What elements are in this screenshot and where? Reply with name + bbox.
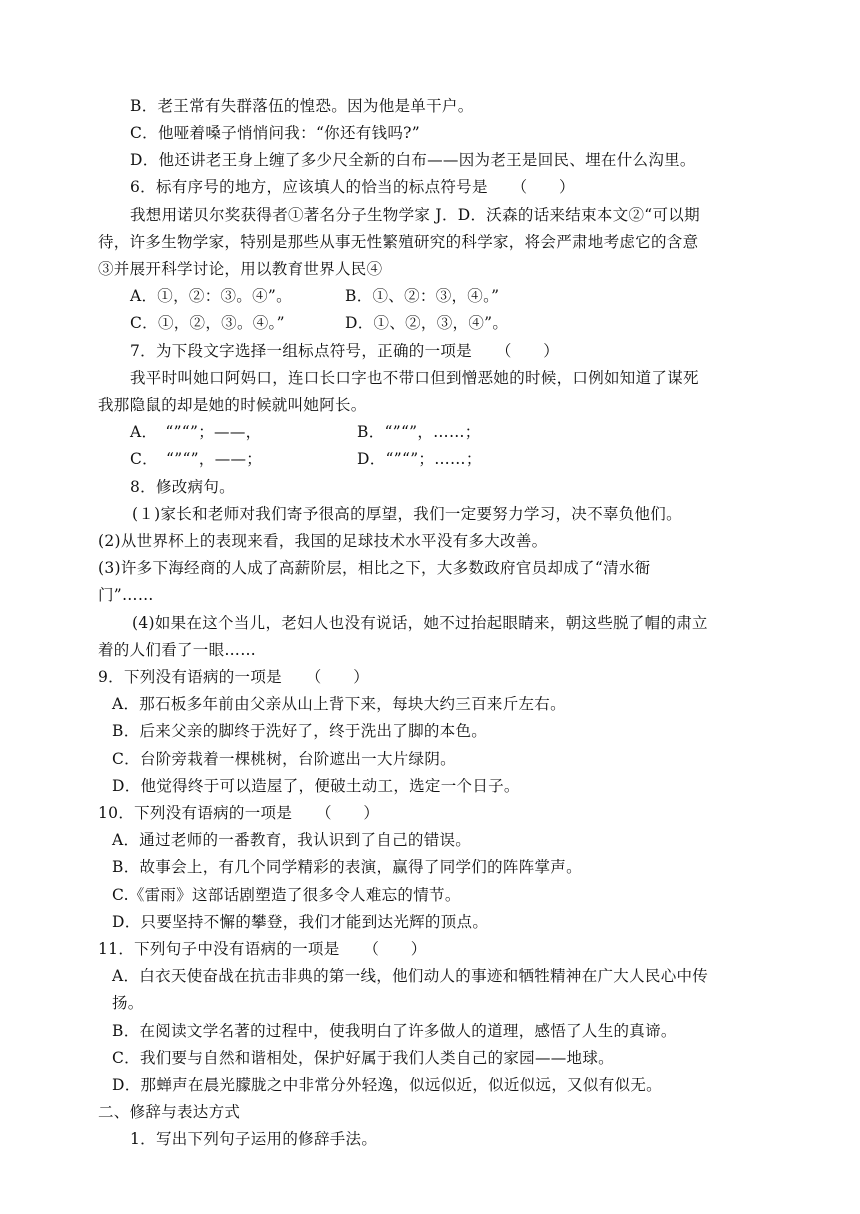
option-b: B．故事会上，有几个同学精彩的表演，赢得了同学们的阵阵掌声。	[112, 858, 582, 876]
question-11: 11．下列句子中没有语病的一项是 （ ）	[98, 940, 427, 958]
option-d: D．①、②，③，④”。	[345, 314, 509, 332]
option-c: C.《雷雨》这部话剧塑造了很多令人难忘的情节。	[112, 886, 461, 904]
text-line: 我想用诺贝尔奖获得者①著名分子生物学家 J．D．沃森的话来结束本文②“可以期	[130, 206, 700, 224]
option-c: C． “”“”，——；	[130, 450, 263, 468]
option-a: A．通过老师的一番教育，我认识到了自己的错误。	[112, 831, 472, 849]
question-1: 1．写出下列句子运用的修辞手法。	[130, 1130, 378, 1148]
option-c: C．我们要与自然和谐相处，保护好属于我们人类自己的家园——地球。	[112, 1049, 614, 1067]
option-c: C．①，②，③。④。”	[130, 314, 285, 332]
option-d: D．只要坚持不懈的攀登，我们才能到达光辉的顶点。	[112, 913, 489, 931]
text-line: 我那隐鼠的却是她的时候就叫她阿长。	[98, 396, 367, 414]
text-line: ③并展开科学讨论，用以教育世界人民④	[98, 260, 383, 278]
option-a: A．白衣天使奋战在抗击非典的第一线，他们动人的事迹和牺牲精神在广大人民心中传	[112, 967, 709, 985]
text-line: 门”……	[98, 586, 154, 604]
text-line: 我平时叫她口阿妈口，连口长口字也不带口但到憎恶她的时候，口例如知道了谋死	[130, 369, 699, 387]
option-d: D．那蝉声在晨光朦胧之中非常分外轻逸，似远似近，似近似远，又似有似无。	[112, 1076, 662, 1094]
text-line: 待，许多生物学家，特别是那些从事无性繁殖研究的科学家，将会严肃地考虑它的含意	[98, 233, 699, 251]
section-heading: 二、修辞与表达方式	[98, 1103, 241, 1121]
option-b: B．“”“”，……；	[357, 423, 481, 441]
question-8: 8．修改病句。	[130, 478, 235, 496]
option-b: B．在阅读文学名著的过程中，使我明白了许多做人的道理，感悟了人生的真谛。	[112, 1022, 677, 1040]
question-10: 10．下列没有语病的一项是 （ ）	[98, 804, 380, 822]
option-a: A． “”“”；——，	[130, 423, 262, 441]
text-line: (3)许多下海经商的人成了高薪阶层，相比之下，大多数政府官员却成了“清水衙	[98, 559, 651, 577]
text-line: (2)从世界杯上的表现来看，我国的足球技术水平没有多大改善。	[98, 532, 548, 550]
text-line: C．他哑着嗓子悄悄问我：“你还有钱吗?”	[130, 124, 421, 142]
option-a: A．①，②：③。④”。	[130, 287, 292, 305]
option-d: D．“”“”；……；	[357, 450, 482, 468]
text-line: D．他还讲老王身上缠了多少尺全新的白布——因为老王是回民、埋在什么沟里。	[130, 151, 696, 169]
option-d: D．他觉得终于可以造屋了，便破土动工，选定一个日子。	[112, 777, 520, 795]
option-b: B．后来父亲的脚终于洗好了，终于洗出了脚的本色。	[112, 722, 488, 740]
option-b: B．①、②：③，④。”	[345, 287, 500, 305]
text-line: (4)如果在这个当儿，老妇人也没有说话，她不过抬起眼睛来，朝这些脱了帽的肃立	[132, 614, 708, 632]
question-6: 6．标有序号的地方，应该填人的恰当的标点符号是 （ ）	[130, 178, 575, 196]
question-9: 9．下列没有语病的一项是 （ ）	[98, 668, 370, 686]
option-c: C．台阶旁栽着一棵桃树，台阶遮出一大片绿阴。	[112, 750, 456, 768]
text-line: 着的人们看了一眼……	[98, 641, 257, 659]
text-line: B．老王常有失群落伍的惶恐。因为他是单干户。	[130, 97, 474, 115]
option-a: A．那石板多年前由父亲从山上背下来，每块大约三百来斤左右。	[112, 695, 566, 713]
question-7: 7．为下段文字选择一组标点符号，正确的一项是 （ ）	[130, 342, 560, 360]
text-line: (１)家长和老师对我们寄予很高的厚望，我们一定要努力学习，决不辜负他们。	[132, 505, 682, 523]
text-line: 扬。	[112, 994, 144, 1012]
